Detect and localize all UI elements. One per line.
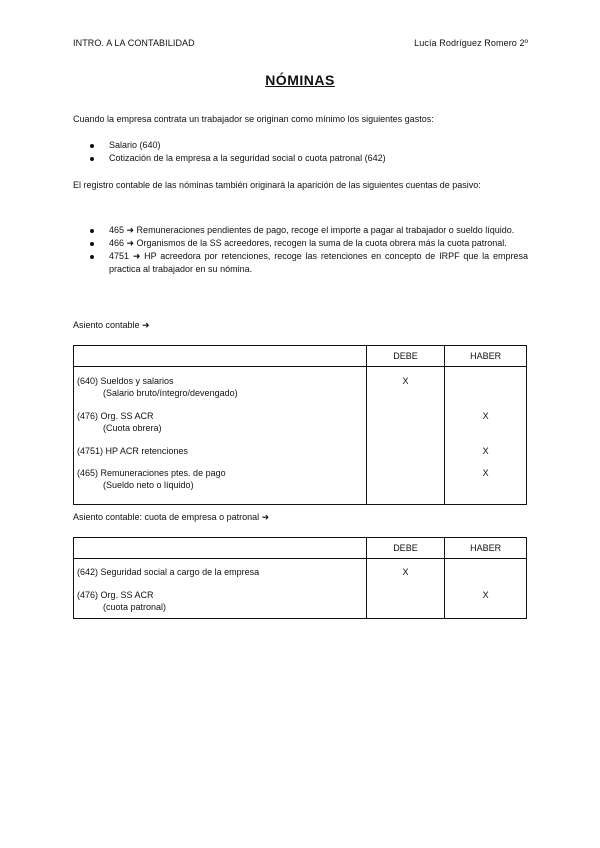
haber-mark: X [482,446,489,456]
account-name: (476) Org. SS ACR [77,590,154,600]
debe-cell [366,559,445,619]
account-note: (Cuota obrera) [103,423,162,433]
account-note: (cuota patronal) [103,602,167,612]
table-header-row [74,538,527,559]
table-header-row [74,346,527,367]
list-item [73,237,528,250]
account-note: (Sueldo neto o líquido) [103,480,194,490]
haber-cell [445,559,527,619]
asiento1-table [73,345,527,505]
debe-cell [366,367,445,505]
cuentas-pasivo-list [73,224,528,276]
page-title: NÓMINAS [265,72,335,88]
list-item-text: Cotización de la empresa a la seguridad social o cuota patronal (642) [109,153,386,163]
list-item [73,250,528,276]
haber-mark [445,566,526,589]
registro-paragraph: El registro contable de las nóminas también originará la aparición de las siguientes cuentas de pasivo: [73,180,481,190]
list-item-text: Salario (640) [109,140,161,150]
debe-mark [367,589,445,617]
bullet-icon [90,229,94,233]
asiento2-label: Asiento contable: cuota de empresa o patronal ➜ [73,512,270,522]
header-author: Lucía Rodríguez Romero 2º [414,38,528,48]
asiento1-label: Asiento contable ➜ [73,320,150,330]
debe-mark: X [402,376,409,386]
account-name: (4751) HP ACR retenciones [77,446,188,456]
debe-mark: X [402,567,409,577]
list-item [73,152,528,165]
debe-column-header: DEBE [366,346,445,367]
haber-cell [445,367,527,505]
haber-mark: X [482,468,489,478]
list-item-text: 466 ➜ Organismos de la SS acreedores, recogen la suma de la cuota obrera más la cuota patronal. [109,238,507,248]
account-name: (465) Remuneraciones ptes. de pago [77,468,226,478]
account-name: (640) Sueldos y salarios [77,376,174,386]
asiento2-table [73,537,527,619]
list-item [73,139,528,152]
bullet-icon [90,242,94,246]
account-name: (642) Seguridad social a cargo de la empresa [77,567,260,577]
list-item-text: 4751 ➜ HP acreedora por retenciones, recoge las retenciones en concepto de IRPF que la empresa practica al trabajador en su nómina. [109,251,528,274]
header-course: INTRO. A LA CONTABILIDAD [73,38,195,48]
list-item [73,224,528,237]
debe-column-header: DEBE [366,538,445,559]
haber-mark: X [482,590,489,600]
gastos-list [73,139,528,165]
table-row [74,559,527,619]
list-item-text: 465 ➜ Remuneraciones pendientes de pago, recoge el importe a pagar al trabajador o sueldo líquido. [109,225,515,235]
haber-column-header: HABER [445,346,527,367]
account-note: (Salario bruto/íntegro/devengado) [103,388,238,398]
accounts-cell [74,367,367,505]
account-column-header [74,538,367,559]
table-row [74,367,527,505]
bullet-icon [90,255,94,259]
bullet-icon [90,157,94,161]
haber-mark [445,375,526,410]
haber-mark: X [482,411,489,421]
haber-column-header: HABER [445,538,527,559]
account-name: (476) Org. SS ACR [77,411,154,421]
bullet-icon [90,144,94,148]
debe-mark [367,445,445,467]
accounts-cell [74,559,367,619]
debe-mark [367,410,445,445]
debe-mark [367,467,445,497]
account-column-header [74,346,367,367]
intro-paragraph: Cuando la empresa contrata un trabajador se originan como mínimo los siguientes gastos: [73,114,434,124]
